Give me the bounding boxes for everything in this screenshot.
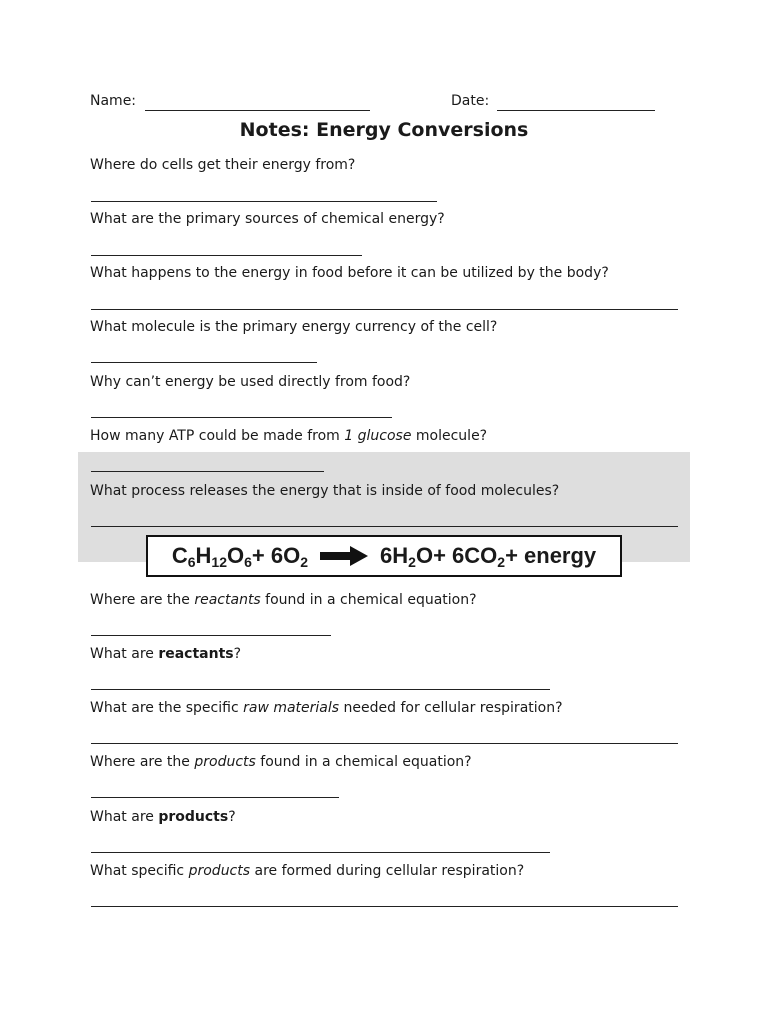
answer-line-11[interactable]: [91, 797, 339, 798]
energy-term: + energy: [505, 543, 597, 568]
date-label: Date:: [451, 93, 490, 109]
question-5: Why can’t energy be used directly from food?: [90, 374, 411, 390]
answer-line-6[interactable]: [91, 471, 324, 472]
answer-line-2[interactable]: [91, 255, 362, 256]
question-8: Where are the reactants found in a chemical equation?: [90, 592, 477, 608]
answer-line-12[interactable]: [91, 852, 550, 853]
question-13: What specific products are formed during cellular respiration?: [90, 863, 525, 879]
oxygen-formula: + $6O_2$: [251, 543, 309, 570]
answer-line-5[interactable]: [91, 417, 392, 418]
question-9: What are reactants?: [90, 646, 242, 662]
answer-line-10[interactable]: [91, 743, 678, 744]
answer-line-1[interactable]: [91, 201, 437, 202]
answer-line-4[interactable]: [91, 362, 317, 363]
question-4: What molecule is the primary energy currency of the cell?: [90, 319, 498, 335]
page-title: Notes: Energy Conversions: [239, 119, 529, 141]
date-field[interactable]: [497, 110, 655, 111]
question-2: What are the primary sources of chemical energy?: [90, 211, 445, 227]
answer-line-9[interactable]: [91, 689, 550, 690]
question-7: What process releases the energy that is inside of food molecules?: [90, 483, 560, 499]
question-3: What happens to the energy in food before it can be utilized by the body?: [90, 265, 609, 281]
co2-formula: + $6CO_2$: [433, 543, 506, 570]
question-11: Where are the products found in a chemical equation?: [90, 754, 472, 770]
question-12: What are products?: [90, 809, 236, 825]
question-1: Where do cells get their energy from?: [90, 157, 356, 173]
answer-line-8[interactable]: [91, 635, 331, 636]
respiration-equation: [146, 535, 622, 577]
water-formula: $6H_2O$: [380, 543, 434, 570]
answer-line-13[interactable]: [91, 906, 678, 907]
glucose-formula: $C_6H_{12}O_6$: [171, 543, 252, 570]
question-10: What are the specific raw materials needed for cellular respiration?: [90, 700, 563, 716]
answer-line-3[interactable]: [91, 309, 678, 310]
answer-line-7[interactable]: [91, 526, 678, 527]
name-label: Name:: [90, 93, 137, 109]
question-6: How many ATP could be made from 1 glucose molecule?: [90, 428, 488, 444]
name-field[interactable]: [145, 110, 370, 111]
right-arrow-icon: [320, 546, 368, 566]
